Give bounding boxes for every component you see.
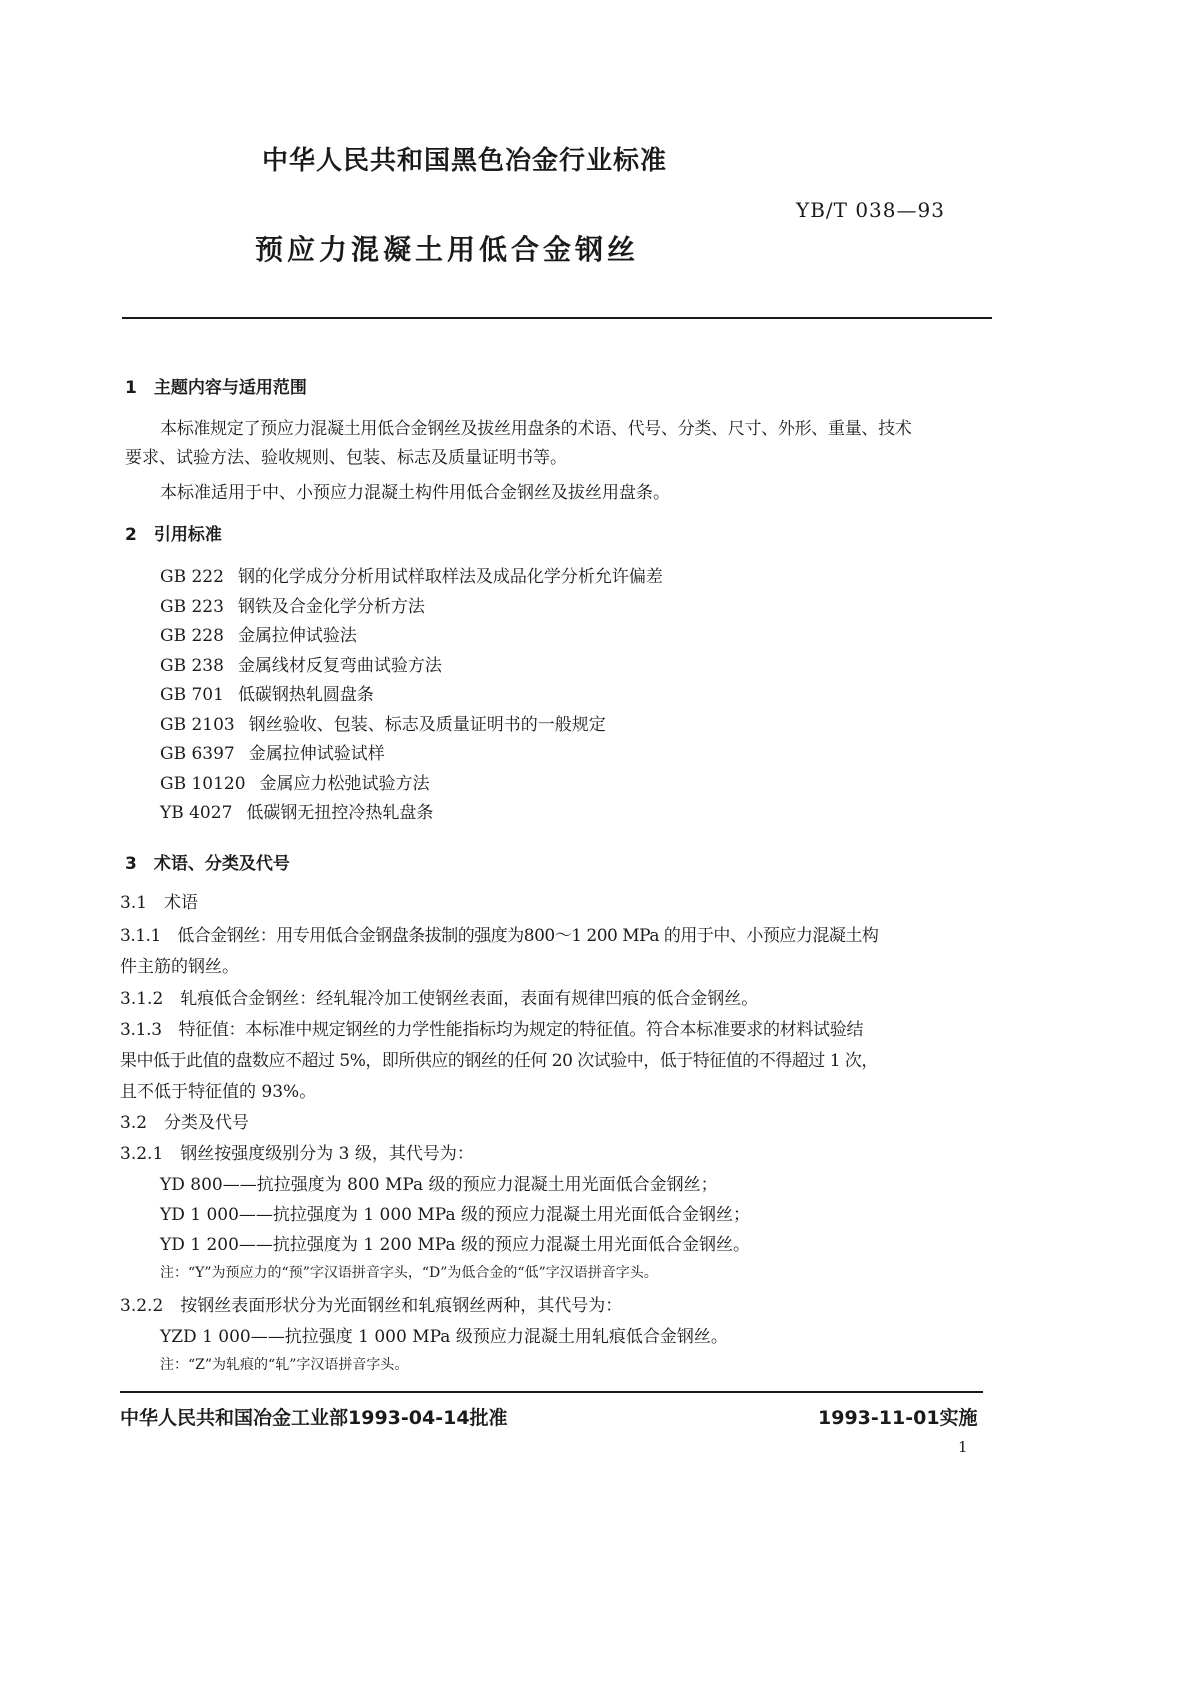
reference-item — [160, 769, 430, 794]
reference-item — [160, 710, 606, 735]
clause-3-1-3-line-3: 且不低于特征值的 93%。 — [120, 1082, 317, 1102]
reference-code: GB 6397 — [160, 744, 235, 764]
reference-title: 金属应力松弛试验方法 — [259, 773, 430, 794]
reference-item — [160, 680, 374, 705]
reference-title: 金属拉伸试验法 — [237, 626, 357, 646]
reference-code: GB 10120 — [160, 773, 246, 794]
reference-title: 钢铁及合金化学分析方法 — [237, 596, 425, 617]
grade-yd1200: YD 1 200——抗拉强度为 1 200 MPa 级的预应力混凝土用光面低合金钢丝。 — [160, 1235, 751, 1255]
reference-title: 钢丝验收、包装、标志及质量证明书的一般规定 — [248, 714, 606, 735]
reference-code: GB 228 — [160, 626, 224, 646]
grade-yzd1000: YZD 1 000——抗拉强度 1 000 MPa 级预应力混凝土用轧痕低合金钢丝。 — [160, 1327, 728, 1347]
implementation-date: 1993-11-01实施 — [818, 1407, 978, 1429]
grade-yd800: YD 800——抗拉强度为 800 MPa 级的预应力混凝土用光面低合金钢丝； — [160, 1175, 718, 1195]
grade-yd1000: YD 1 000——抗拉强度为 1 000 MPa 级的预应力混凝土用光面低合金钢丝； — [160, 1205, 751, 1225]
section-3-heading: 3 术语、分类及代号 — [125, 854, 290, 874]
reference-code: GB 222 — [160, 567, 224, 587]
clause-3-1-2: 3.1.2 轧痕低合金钢丝：经轧辊冷加工使钢丝表面，表面有规律凹痕的低合金钢丝。 — [120, 989, 759, 1009]
section-1-heading: 1 主题内容与适用范围 — [125, 378, 307, 398]
reference-title: 金属线材反复弯曲试验方法 — [237, 655, 442, 676]
issuing-org: 中华人民共和国黑色冶金行业标准 — [262, 146, 668, 176]
reference-item — [160, 592, 425, 617]
reference-list — [160, 562, 860, 832]
header-rule — [122, 317, 992, 319]
reference-item — [160, 798, 433, 823]
reference-item — [160, 562, 663, 587]
note-2: 注：“Z”为轧痕的“轧”字汉语拼音字头。 — [160, 1357, 409, 1373]
reference-title: 低碳钢热轧圆盘条 — [237, 685, 374, 705]
note-1: 注：“Y”为预应力的“预”字汉语拼音字头，“D”为低合金的“低”字汉语拼音字头。 — [160, 1265, 658, 1281]
section-2-heading: 2 引用标准 — [125, 525, 222, 545]
reference-title: 金属拉伸试验试样 — [248, 744, 385, 764]
reference-code: GB 2103 — [160, 714, 235, 735]
reference-item — [160, 739, 385, 764]
reference-item — [160, 621, 357, 646]
clause-3-2-2: 3.2.2 按钢丝表面形状分为光面钢丝和轧痕钢丝两种，其代号为： — [120, 1296, 623, 1316]
page-number: 1 — [958, 1438, 968, 1456]
reference-code: YB 4027 — [160, 803, 233, 823]
reference-title: 钢的化学成分分析用试样取样法及成品化学分析允许偏差 — [237, 567, 663, 587]
approval-info: 中华人民共和国冶金工业部1993-04-14批准 — [120, 1407, 508, 1429]
reference-code: GB 223 — [160, 596, 224, 617]
footer-rule — [120, 1391, 983, 1393]
document-title: 预应力混凝土用低合金钢丝 — [255, 233, 640, 266]
clause-3-1-3-line-2: 果中低于此值的盘数应不超过 5%，即所供应的钢丝的任何 20 次试验中，低于特征值的不得超过 1 次， — [120, 1051, 878, 1071]
clause-3-2-heading: 3.2 分类及代号 — [120, 1113, 250, 1133]
reference-title: 低碳钢无扭控冷热轧盘条 — [246, 803, 434, 823]
clause-3-1-1-line-1: 3.1.1 低合金钢丝：用专用低合金钢盘条拔制的强度为800～1 200 MPa 的用于中、小预应力混凝土构 — [120, 926, 879, 946]
clause-3-2-1: 3.2.1 钢丝按强度级别分为 3 级，其代号为： — [120, 1144, 474, 1164]
section-1-para-1-line-2: 要求、试验方法、验收规则、包装、标志及质量证明书等。 — [125, 448, 567, 468]
section-1-para-1-line-1: 本标准规定了预应力混凝土用低合金钢丝及拔丝用盘条的术语、代号、分类、尺寸、外形、重量、技术 — [160, 419, 912, 439]
clause-3-1-1-line-2: 件主筋的钢丝。 — [120, 957, 239, 977]
standard-code: YB/T 038—93 — [796, 198, 945, 222]
section-1-para-2: 本标准适用于中、小预应力混凝土构件用低合金钢丝及拔丝用盘条。 — [160, 483, 670, 503]
clause-3-1-3-line-1: 3.1.3 特征值：本标准中规定钢丝的力学性能指标均为规定的特征值。符合本标准要求的材料试验结 — [120, 1020, 864, 1040]
reference-item — [160, 651, 442, 676]
clause-3-1-heading: 3.1 术语 — [120, 893, 199, 913]
reference-code: GB 701 — [160, 685, 224, 705]
reference-code: GB 238 — [160, 655, 224, 676]
